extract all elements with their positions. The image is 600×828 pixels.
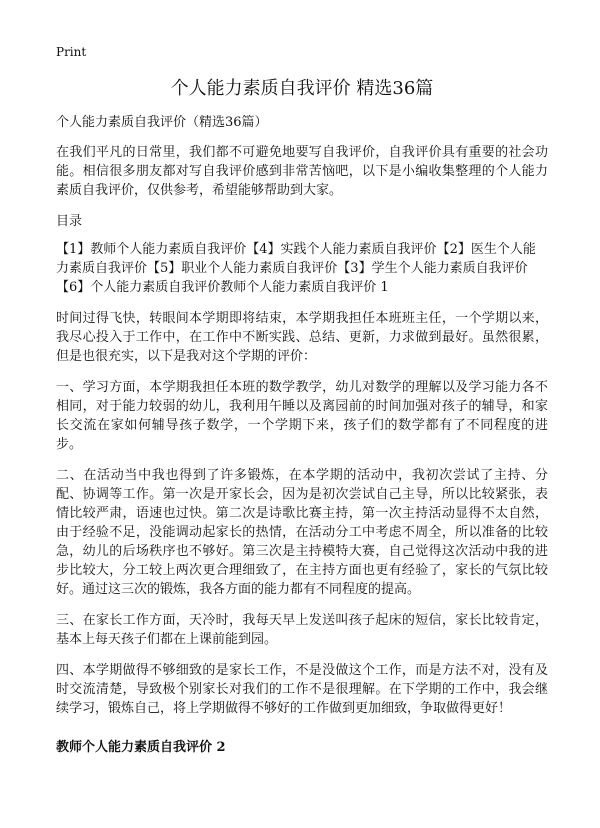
toc-link-5[interactable]: 【5】职业个人能力素质自我评价 [147, 261, 338, 276]
section-heading: 教师个人能力素质自我评价 2 [56, 740, 226, 755]
intro-paragraph: 在我们平凡的日常里，我们都不可避免地要写自我评价，自我评价具有重要的社会功能。相信很多朋友都对写自我评价感到非常苦恼吧，以下是小编收集整理的个人能力素质自我评价，仅供参考，希望能够帮助到大家。 [56, 145, 548, 198]
toc-trailing-title: 教师个人能力素质自我评价 1 [220, 280, 389, 295]
toc-link-1[interactable]: 【1】教师个人能力素质自我评价 [56, 242, 247, 257]
table-of-contents [56, 240, 548, 297]
body-paragraph-2: 一、学习方面，本学期我担任本班的数学教学，幼儿对数学的理解以及学习能力各不相同，对于能力较弱的幼儿，我利用午睡以及离园前的时间加强对孩子的辅导，和家长交流在家如何辅导孩子数学，一个学期下来，孩子们的数学都有了不同程度的进步。 [56, 380, 548, 452]
body-paragraph-5: 四、本学期做得不够细致的是家长工作，不是没做这个工作，而是方法不对，没有及时交流清楚，导致极个别家长对我们的工作不是很理解。在下学期的工作中，我会继续学习，锻炼自己，将上学期做得不够好的工作做到更加细致，争取做得更好！ [56, 663, 548, 716]
toc-link-4[interactable]: 【4】实践个人能力素质自我评价 [246, 242, 437, 257]
document-title: 个人能力素质自我评价 精选36篇 [170, 78, 434, 99]
toc-link-6[interactable]: 【6】个人能力素质自我评价 [56, 280, 221, 295]
print-link[interactable]: Print [56, 45, 87, 59]
document-subtitle: 个人能力素质自我评价（精选36篇） [56, 115, 268, 130]
body-paragraph-1: 时间过得飞快，转眼间本学期即将结束，本学期我担任本班班主任，一个学期以来，我尽心投入于工作中，在工作中不断实践、总结、更新，力求做到最好。虽然很累，但是也很充实，以下是我对这个学期的评价： [56, 311, 548, 364]
body-paragraph-4: 三、在家长工作方面，天冷时，我每天早上发送叫孩子起床的短信，家长比较肯定，基本上每天孩子们都在上课前能到园。 [56, 613, 548, 647]
toc-link-2[interactable]: 【2】医生个人能力素质自我评价 [56, 242, 536, 276]
body-paragraph-3: 二、在活动当中我也得到了许多锻炼，在本学期的活动中，我初次尝试了主持、分配、协调等工作。第一次是开家长会，因为是初次尝试自己主导，所以比较紧张，表情比较严肃，语速也过快。第二次是诗歌比赛主持，第一次主持活动显得不太自然，由于经验不足，没能调动起家长的热情，在活动分工中考虑不周全，所以准备的比较急，幼儿的后场秩序也不够好。第三次是主持模特大赛，自己觉得这次活动中我的进步比较大，分工较上两次更合理细致了，在主持方面也更有经验了，家长的气氛比较好。通过这三次的锻炼，我各方面的能力都有不同程度的提高。 [56, 468, 548, 597]
toc-heading: 目录 [56, 214, 83, 229]
toc-link-3[interactable]: 【3】学生个人能力素质自我评价 [337, 261, 528, 276]
